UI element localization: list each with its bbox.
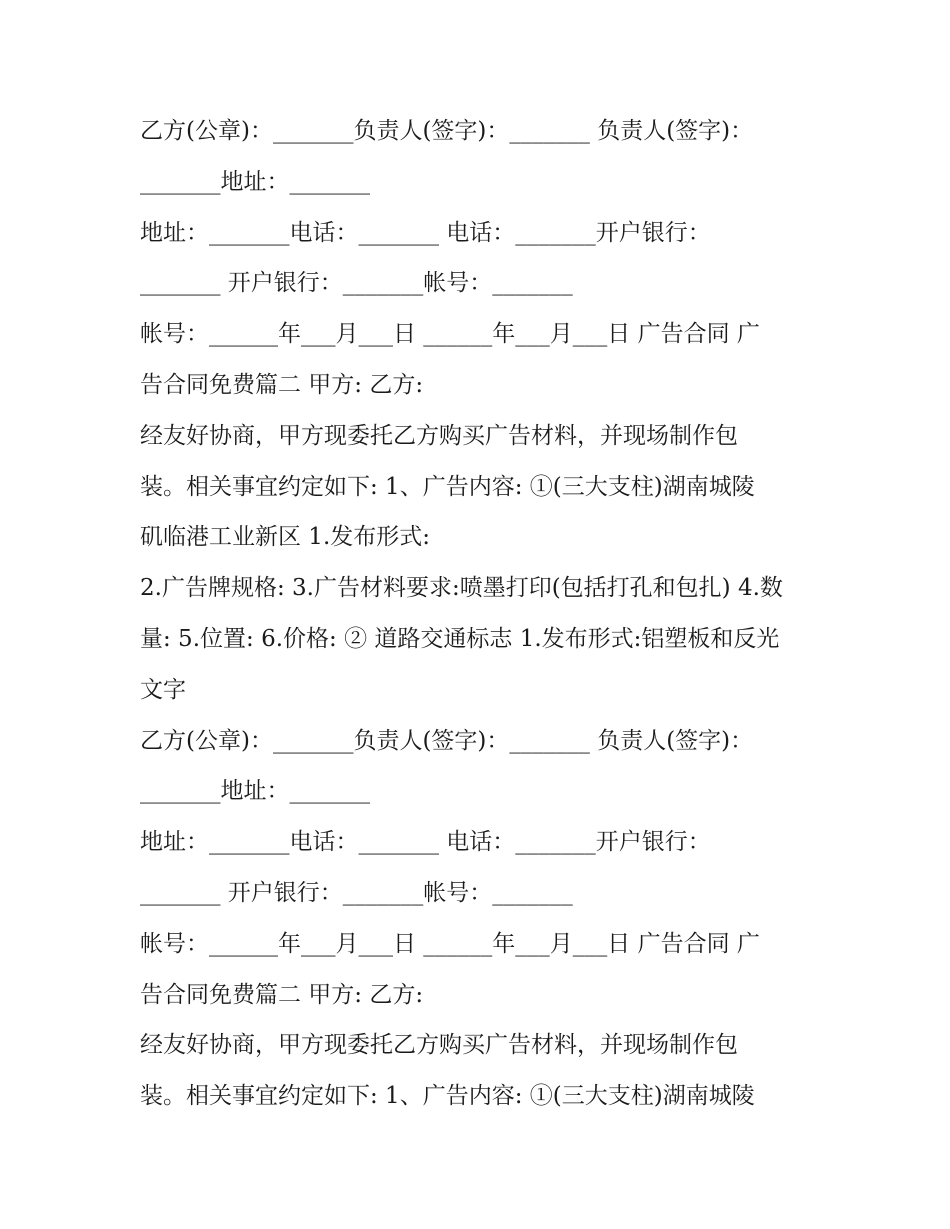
- text-line: 2.广告牌规格: 3.广告材料要求:喷墨打印(包括打孔和包扎) 4.数: [140, 575, 783, 602]
- text-line: 矶临港工业新区 1.发布形式:: [140, 524, 431, 551]
- text-line: 乙方(公章)：_______负责人(签字)：_______ 负责人(签字)：: [140, 727, 754, 754]
- text-line: 装。相关事宜约定如下: 1、广告内容: ①(三大支柱)湖南城陵: [140, 473, 755, 500]
- text-line: 告合同免费篇二 甲方: 乙方:: [140, 371, 424, 398]
- text-line: 地址：_______电话：_______ 电话：_______开户银行：: [140, 219, 711, 246]
- text-line: 帐号：______年___月___日 ______年___月___日 广告合同 广: [140, 930, 760, 957]
- text-line: 帐号：______年___月___日 ______年___月___日 广告合同 广: [140, 321, 760, 348]
- text-line: 地址：_______电话：_______ 电话：_______开户银行：: [140, 829, 711, 856]
- text-line: 经友好协商，甲方现委托乙方购买广告材料，并现场制作包: [140, 1032, 738, 1059]
- text-line: 乙方(公章)：_______负责人(签字)：_______ 负责人(签字)：: [140, 118, 754, 144]
- contract-text: [140, 106, 810, 1122]
- text-line: _______地址：_______: [140, 778, 370, 805]
- text-line: _______ 开户银行：_______帐号：_______: [140, 879, 573, 906]
- text-line: 装。相关事宜约定如下: 1、广告内容: ①(三大支柱)湖南城陵: [140, 1083, 755, 1110]
- text-line: 量: 5.位置: 6.价格: ② 道路交通标志 1.发布形式:铝塑板和反光: [140, 625, 780, 652]
- text-line: 经友好协商，甲方现委托乙方购买广告材料，并现场制作包: [140, 422, 738, 449]
- text-line: 文字: [140, 676, 186, 703]
- text-line: _______ 开户银行：_______帐号：_______: [140, 270, 573, 297]
- text-line: 告合同免费篇二 甲方: 乙方:: [140, 981, 424, 1008]
- text-line: _______地址：_______: [140, 168, 370, 195]
